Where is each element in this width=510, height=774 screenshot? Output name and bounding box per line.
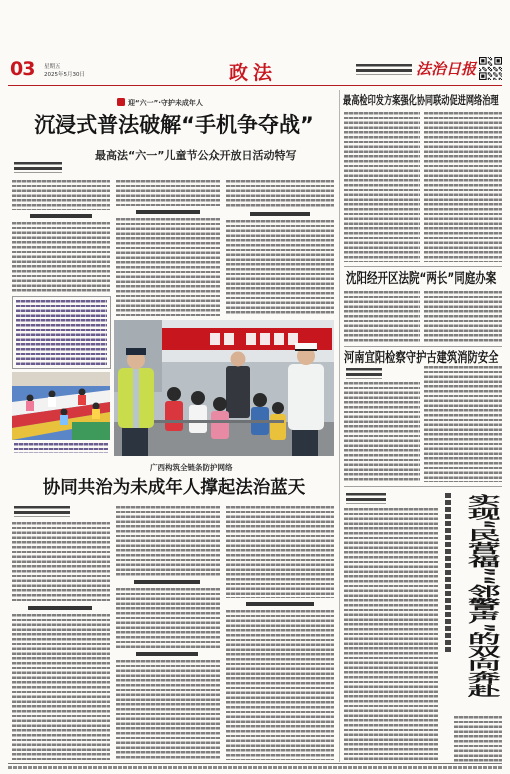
lead-body-col1-subhead (30, 214, 92, 218)
lead-subhead: 最高法“六一”儿童节公众开放日活动特写 (95, 149, 297, 162)
sidebar-story4-vertical-kicker (445, 493, 451, 653)
sidebar-divider-2 (344, 346, 502, 347)
second-body-col2-c (116, 660, 220, 760)
second-body-col3-subhead (246, 602, 314, 606)
sidebar-story4-byline (346, 493, 386, 504)
small-photo-caption (14, 443, 108, 453)
qr-code-graphic (479, 57, 502, 80)
photo-children-activity-image (12, 372, 110, 440)
lead-body-col3-b (226, 220, 334, 316)
sidebar-story3-byline (346, 368, 382, 379)
page-number: 03 (10, 58, 35, 80)
photo-police-children-image (114, 320, 334, 456)
sidebar-story3-body-a (344, 382, 420, 482)
lead-body-col2-b (116, 218, 220, 316)
editor-credits (356, 64, 412, 75)
sidebar-divider-3 (344, 486, 502, 487)
column-divider (339, 90, 340, 762)
lead-body-col1-b (12, 222, 110, 292)
lead-body-col3-a (226, 180, 334, 208)
second-byline (14, 506, 70, 517)
lead-body-col1-a (12, 180, 110, 210)
issue-weekday: 星期五 (44, 64, 61, 70)
footer-imprint (8, 766, 502, 769)
lead-body-col3-subhead (250, 212, 310, 216)
lead-body-col2-subhead (136, 210, 200, 214)
sidebar-story2-body-b (424, 291, 502, 343)
second-kicker: 广西构筑全链条防护网络 (150, 463, 233, 472)
sidebar-story2-headline: 沈阳经开区法院“两长”同庭办案 (346, 271, 497, 288)
lead-body-col2-a (116, 180, 220, 206)
header-rule (8, 85, 502, 86)
lead-kicker: 迎“六一”·守护未成年人 (128, 99, 203, 107)
second-body-col1-subhead (28, 606, 92, 610)
lead-byline (14, 162, 62, 173)
second-body-col1-a (12, 522, 110, 602)
sidebar-story1-headline: 最高检印发方案强化协同联动促进网络治理 (343, 93, 499, 107)
sidebar-story4-vertical-headline: 实现“民营福”“邻警声”的双向奔赴 (460, 494, 498, 698)
masthead-logo: 法治日报 (416, 60, 477, 78)
sidebar-story3-headline: 河南宜阳检察守护古建筑消防安全 (344, 350, 499, 367)
second-body-col2-subhead-1 (134, 580, 200, 584)
issue-date: 2025年5月30日 (44, 72, 85, 78)
photo-caption-box (12, 296, 111, 369)
second-body-col3-b (226, 610, 334, 760)
sidebar-story2-body-a (344, 291, 420, 343)
second-body-col2-subhead-2 (136, 652, 198, 656)
sidebar-story1-body-a (344, 112, 420, 262)
section-title: 政法 (229, 62, 278, 84)
photo-police-children (114, 320, 334, 456)
qr-code (479, 57, 502, 80)
sidebar-divider-1 (344, 266, 502, 267)
photo-caption-text (16, 300, 107, 365)
footer-rule (8, 763, 502, 764)
second-body-col1-b (12, 614, 110, 760)
second-headline: 协同共治为未成年人撑起法治蓝天 (42, 478, 306, 498)
lead-headline: 沉浸式普法破解“手机争夺战” (34, 113, 314, 137)
second-body-col3-a (226, 506, 334, 598)
sidebar-story3-body-b (424, 366, 502, 482)
photo-children-activity (12, 372, 110, 440)
sidebar-story4-body-a (344, 508, 438, 762)
kicker-icon (117, 98, 125, 106)
second-body-col2-a (116, 506, 220, 576)
second-body-col2-b (116, 588, 220, 648)
sidebar-story4-body-b (454, 716, 502, 762)
sidebar-story1-body-b (424, 112, 502, 262)
